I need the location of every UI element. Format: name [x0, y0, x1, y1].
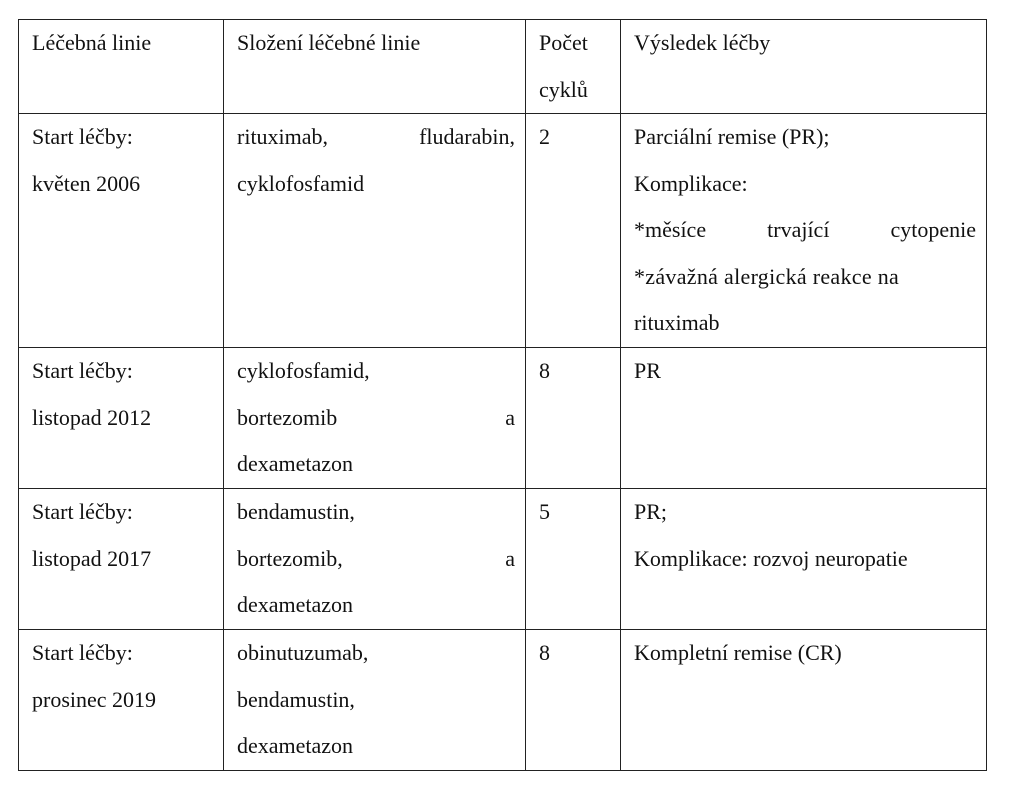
- cell-result: Kompletní remise (CR): [621, 630, 987, 771]
- header-composition: Složení léčebné linie: [224, 20, 526, 114]
- table-row: [19, 114, 987, 348]
- header-row: [19, 20, 987, 114]
- cell-line: Start léčby: prosinec 2019: [19, 630, 224, 771]
- cell-composition: bendamustin, bortezomib, a dexametazon: [224, 489, 526, 630]
- justified-line: bortezomib, a: [237, 545, 515, 571]
- cell-result: Parciální remise (PR); Komplikace: *měsíce trvající cytopenie *závažná alergická reakce na rituximab: [621, 114, 987, 348]
- cell-cycles: 2: [526, 114, 621, 348]
- header-cycles: Počet cyklů: [526, 20, 621, 114]
- cell-line: Start léčby: listopad 2017: [19, 489, 224, 630]
- cell-cycles: 8: [526, 630, 621, 771]
- cell-composition: obinutuzumab, bendamustin, dexametazon: [224, 630, 526, 771]
- cell-line: Start léčby: květen 2006: [19, 114, 224, 348]
- cell-line: Start léčby: listopad 2012: [19, 348, 224, 489]
- table-row: [19, 348, 987, 489]
- header-line: Léčebná linie: [19, 20, 224, 114]
- cell-result: PR; Komplikace: rozvoj neuropatie: [621, 489, 987, 630]
- justified-line: bortezomib a: [237, 404, 515, 430]
- cell-composition: cyklofosfamid, bortezomib a dexametazon: [224, 348, 526, 489]
- table-row: [19, 630, 987, 771]
- justified-line: *měsíce trvající cytopenie: [634, 217, 976, 242]
- header-result: Výsledek léčby: [621, 20, 987, 114]
- cell-cycles: 5: [526, 489, 621, 630]
- cell-result: PR: [621, 348, 987, 489]
- cell-cycles: 8: [526, 348, 621, 489]
- justified-line: rituximab, fludarabin,: [237, 124, 515, 149]
- table-row: [19, 489, 987, 630]
- treatment-table: [18, 19, 987, 771]
- cell-composition: rituximab, fludarabin, cyklofosfamid: [224, 114, 526, 348]
